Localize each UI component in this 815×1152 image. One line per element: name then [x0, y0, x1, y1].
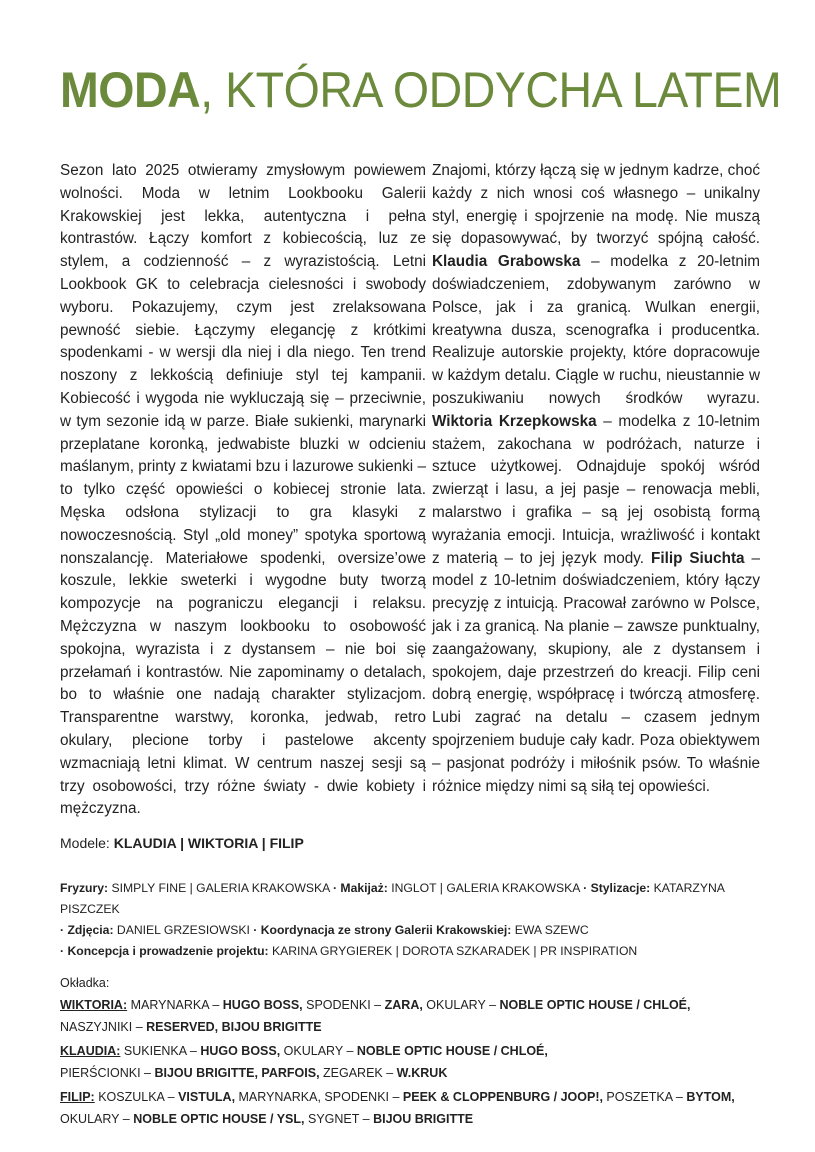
brand: BIJOU BRIGITTE, PARFOIS,	[154, 1066, 320, 1080]
item-label: OKULARY –	[60, 1112, 134, 1126]
bullet: ·	[253, 923, 258, 937]
hair-value: SIMPLY FINE | GALERIA KRAKOWSKA	[108, 881, 330, 895]
concept-value: KARINA GRYGIEREK | DOROTA SZKARADEK | PR INSPIRATION	[268, 944, 638, 958]
brand: HUGO BOSS,	[200, 1044, 281, 1058]
item-label: SYGNET –	[304, 1112, 374, 1126]
brand: NOBLE OPTIC HOUSE / CHLOÉ,	[499, 998, 691, 1012]
klaudia-bio: – modelka z 20-letnim doświadczeniem, zdobywanym zarówno w Polsce, jak i za granicą. Wulkan energii, kreatywna dusza, scenografka i producentka. Realizuje autorskie projekty, które dopracowuje w każdym detalu. Ciągle w ruchu, nieustannie w poszukiwaniu nowych środków wyrazu.	[432, 253, 761, 407]
page-title	[60, 58, 782, 122]
brand: BIJOU BRIGITTE	[373, 1112, 474, 1126]
brand: VISTULA,	[178, 1090, 236, 1104]
item-label: MARYNARKA –	[127, 998, 223, 1012]
cover-row-filip	[60, 1086, 780, 1130]
cover-name: FILIP:	[60, 1090, 95, 1104]
brand: NOBLE OPTIC HOUSE / CHLOÉ,	[356, 1044, 548, 1058]
photo-value: DANIEL GRZESIOWSKI	[113, 923, 250, 937]
makeup-value: INGLOT | GALERIA KRAKOWSKA	[387, 881, 580, 895]
right-column	[432, 160, 760, 798]
makeup-label: Makijaż:	[337, 881, 388, 895]
cover-row-klaudia	[60, 1040, 780, 1084]
brand: W.KRUK	[396, 1066, 448, 1080]
left-column	[60, 160, 426, 821]
cover-credits	[60, 972, 780, 1132]
item-label: OKULARY –	[422, 998, 500, 1012]
cover-row-wiktoria	[60, 994, 780, 1038]
brand: PEEK & CLOPPENBURG / JOOP!,	[402, 1090, 603, 1104]
brand: RESERVED, BIJOU BRIGITTE	[146, 1020, 322, 1034]
brand: BYTOM,	[686, 1090, 735, 1104]
coordination-value: EWA SZEWC	[511, 923, 589, 937]
styling-value: KATARZYNA PISZCZEK	[60, 881, 725, 916]
credits	[60, 878, 780, 962]
model-name-wiktoria: Wiktoria Krzepkowska	[432, 412, 597, 430]
photo-label: Zdjęcia:	[64, 923, 114, 937]
credits-line-2	[60, 920, 780, 941]
brand: HUGO BOSS,	[222, 998, 303, 1012]
models-names: KLAUDIA | WIKTORIA | FILIP	[113, 835, 304, 851]
title-bold: MODA	[60, 62, 201, 118]
bullet: ·	[60, 944, 65, 958]
credits-line-3	[60, 941, 780, 962]
model-name-klaudia: Klaudia Grabowska	[432, 253, 581, 271]
coordination-label: Koordynacja ze strony Galerii Krakowskiej:	[257, 923, 512, 937]
item-label: POSZETKA –	[602, 1090, 687, 1104]
item-label: MARYNARKA, SPODENKI –	[235, 1090, 403, 1104]
item-label: KOSZULKA –	[94, 1090, 179, 1104]
bullet: ·	[332, 881, 338, 895]
item-label: NASZYJNIKI –	[60, 1020, 147, 1034]
models-label: Modele:	[60, 835, 114, 851]
brand: ZARA,	[384, 998, 423, 1012]
item-label: SUKIENKA –	[120, 1044, 201, 1058]
styling-label: Stylizacje:	[587, 881, 651, 895]
title-rest: , KTÓRA ODDYCHA LATEM	[200, 62, 782, 118]
intro-text: Znajomi, którzy łączą się w jednym kadrze, choć każdy z nich wnosi coś własnego – unikalny styl, energię i spojrzenie na modę. Nie muszą się dopasowywać, by tworzyć spójną całość.	[432, 162, 760, 248]
brand: NOBLE OPTIC HOUSE / YSL,	[133, 1112, 305, 1126]
bullet: ·	[60, 923, 65, 937]
item-label: PIERŚCIONKI –	[60, 1066, 155, 1080]
item-label: SPODENKI –	[302, 998, 385, 1012]
bullet: ·	[583, 881, 588, 895]
left-column-text: Sezon lato 2025 otwieramy zmysłowym powiewem wolności. Moda w letnim Lookbooku Galerii Krakowskiej jest lekka, autentyczna i pełna kontrastów. Łączy komfort z kobiecością, luz ze stylem, a codzienność – z wyrazistością. Letni Lookbook GK to celebracja cielesności i swobody wyboru. Pokazujemy, czym jest zrelaksowana pewność siebie. Łączymy elegancję z krótkimi spodenkami - w wersji dla niej i dla niego. Ten trend noszony z lekkością definiuje styl tej kampanii. Kobiecość i wygoda nie wykluczają się – przeciwnie, w tym sezonie idą w parze. Białe sukienki, marynarki przeplatane koronką, jedwabiste bluzki w odcieniu maślanym, printy z kwiatami bzu i lazurowe sukienki – to tylko część opowieści o kobiecej stronie lata. Męska odsłona stylizacji to gra klasyki z nowoczesnością. Styl „old money” spotyka sportową nonszalancję. Materiałowe spodenki, oversize’owe koszule, lekkie sweterki i wygodne buty tworzą kompozycje na pograniczu elegancji i relaksu. Mężczyzna w naszym lookbooku to osobowość spokojna, wyrazista i z dystansem – nie boi się przełamań i kontrastów. Nie zapominamy o detalach, bo to właśnie one nadają charakter stylizacjom. Transparentne warstwy, koronka, jedwab, retro okulary, plecione torby i pastelowe akcenty wzmacniają letni klimat. W centrum naszej sesji są trzy osobowości, trzy różne światy - dwie kobiety i mężczyzna.	[60, 162, 426, 818]
cover-name: WIKTORIA:	[60, 998, 128, 1012]
credits-line-1	[60, 878, 780, 920]
hair-label: Fryzury:	[60, 881, 109, 895]
right-column-text	[432, 160, 760, 798]
filip-bio: – model z 10-letnim doświadczeniem, który łączy precyzję z intuicją. Pracował zarówno w Polsce, jak i za granicą. Na planie – zawsze punktualny, zaangażowany, skupiony, ale z dystansem i spokojem, daje przestrzeń do kreacji. Filip ceni dobrą energię, współpracę i twórczą atmosferę. Lubi zagrać na detalu – czasem jednym spojrzeniem buduje cały kadr. Poza obiektywem – pasjonat podróży i miłośnik psów. To właśnie różnice między nimi są siłą tej opowieści.	[432, 549, 760, 795]
concept-label: Koncepcja i prowadzenie projektu:	[64, 944, 269, 958]
item-label: ZEGAREK –	[319, 1066, 397, 1080]
cover-name: KLAUDIA:	[60, 1044, 121, 1058]
item-label: OKULARY –	[280, 1044, 357, 1058]
wiktoria-bio: – modelka z 10-letnim stażem, zakochana w podróżach, naturze i sztuce użytkowej. Odnajduje spokój wśród zwierząt i lasu, a jej pasje – renowacja mebli, malarstwo i grafika – są jej osobistą formą wyrażania emocji. Intuicja, wrażliwość i kontakt z materią – to jej język mody.	[432, 412, 760, 567]
model-name-filip: Filip Siuchta	[650, 549, 745, 567]
cover-title: Okładka:	[60, 976, 110, 990]
models-line	[60, 835, 304, 851]
